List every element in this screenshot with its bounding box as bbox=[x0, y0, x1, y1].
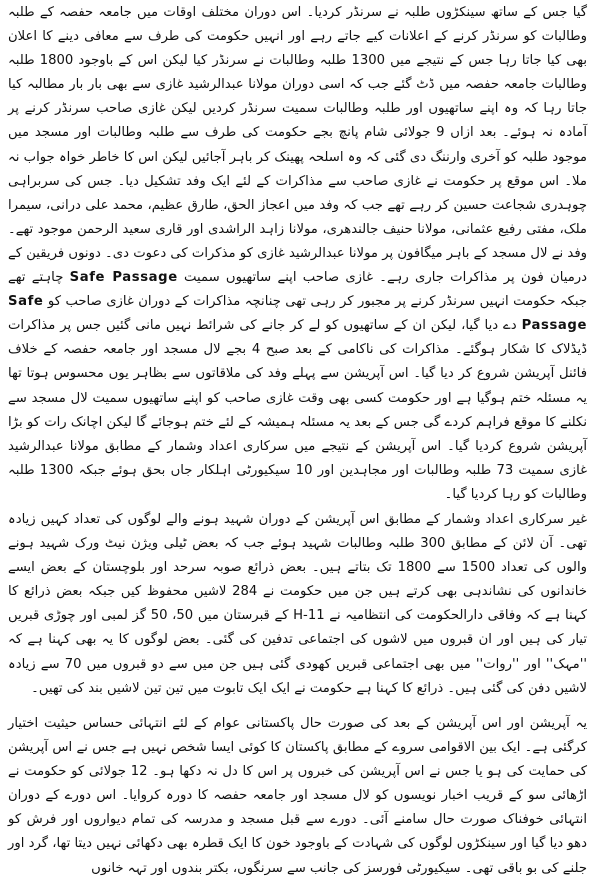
paragraph-text: گیا جس کے ساتھ سینکڑوں طلبہ نے سرنڈر کردیا۔ اس دوران مختلف اوقات میں جامعہ حفصہ کے طلبہ وطالبات کو سرنڈر کرنے کے اعلانات کیے جاتے رہے اور انہیں حکومت کی طرف سے معافی دینے کا اعلان بھی کیا جاتا رہا جس کے نتیجے میں 1300 طلبہ وطالبات نے سرنڈر کیا لیکن اس کے باوجود 1800 طلبہ وطالبات جامعہ حفصہ میں ڈٹ گئے جب کہ اسی دوران مولانا عبدالرشید غازی سے بھی بار بار مطالبہ کیا جاتا رہا کہ وہ اپنے ساتھیوں اور طلبہ وطالبات سمیت سرنڈر کردیں لیکن غازی صاحب سرنڈر کرنے پر آمادہ نہ ہوئے۔ بعد ازاں 9 جولائی شام پانچ بجے حکومت کی طرف سے طلبہ وطالبات اور مسجد میں موجود طلبہ کو آخری وارننگ دی گئی کہ وہ اسلحہ پھینک کر باہر آجائیں لیکن اس کا خاطر خواہ جواب نہ ملا۔ اس موقع پر حکومت نے غازی صاحب سے مذاکرات کے لئے ایک وفد تشکیل دیا۔ جس کی سربراہی چوہدری شجاعت حسین کر رہے تھے جب کہ وفد میں اعجاز الحق، طارق عظیم، محمد علی درانی، سیمرا ملک، مفتی رفیع عثمانی، مولانا حنیف جالندھری، مولانا زاہد الراشدی اور قاری سعید الرحمن موجود تھے۔ وفد نے لال مسجد کے باہر میگافون پر مولانا عبدالرشید غازی کو مذکرات کی دعوت دی۔ دونوں فریقین کے درمیان فون پر مذاکرات جاری رہے۔ غازی صاحب اپنے ساتھیوں سمیت bbox=[8, 5, 587, 286]
safe-passage-term: Safe Passage bbox=[69, 270, 178, 286]
safe-passage-term: Safe Passage bbox=[8, 294, 587, 334]
paragraph-text: دے دیا گیا، لیکن ان کے ساتھیوں کو لے کر جانے کی شرائط نہیں مانی گئیں جس پر مذاکرات ڈیڈلاک کا شکار ہوگئے۔ مذاکرات کی ناکامی کے بعد صبح 4 بجے لال مسجد اور جامعہ حفصہ کے خلاف فائنل آپریشن شروع کر دیا گیا۔ اس آپریشن سے پہلے وفد کی ملاقاتوں سے بظاہر یوں محسوس ہوتا تھا یہ مسئلہ ختم ہوگیا ہے اور حکومت کسی بھی وقت غازی صاحب کو اپنے ساتھیوں سمیت لال مسجد سے نکلنے کا موقع فراہم کردے گی جس کے بعد یہ مسئلہ ہمیشہ کے لئے ختم ہوجائے گا لیکن اچانک رات کو بڑا آپریشن شروع کردیا گیا۔ اس آپریشن کے نتیجے میں سرکاری اعداد وشمار کے مطابق مولانا عبدالرشید غازی سمیت 73 طلبہ وطالبات اور مجاہدین اور 10 سیکیورٹی اہلکار جاں بحق ہوئے جبکہ 1300 طلبہ وطالبات کو رہا کردیا گیا۔ bbox=[8, 318, 588, 502]
paragraph-casualty-figures: غیر سرکاری اعداد وشمار کے مطابق اس آپریشن کے دوران شہید ہونے والے لوگوں کی تعداد کہیں زیادہ تھی۔ آن لائن کے مطابق 300 طلبہ وطالبات شہید ہوئے جب کہ بعض ٹیلی ویژن نیٹ ورک شہید ہونے والوں کی تعداد 1500 سے 1800 تک بتاتے ہیں۔ بعض ذرائع صوبہ سرحد اور بلوچستان کے بعض ایسے خاندانوں کی نشاندہی بھی کرتے ہیں جن میں حکومت نے 284 لاشیں محفوظ کیں جبکہ بعض ذرائع کا کہنا ہے کہ وفاقی دارالحکومت کی انتظامیہ نے H-11 کے قبرستان میں 50، 50 گز لمبی اور چوڑی قبریں تیار کی ہیں اور ان قبروں میں لاشوں کی اجتماعی تدفین کی گئی۔ بعض لوگوں کا یہ بھی کہنا ہے کہ ''مہک'' اور ''روات'' میں بھی اجتماعی قبریں کھودی گئی ہیں جن میں سے دو قبروں میں 70 سے زیادہ لاشیں دفن کی گئی ہیں۔ ذرائع کا کہنا ہے حکومت نے ایک ایک تابوت میں تین تین لاشیں بند کی تھیں۔ bbox=[8, 512, 587, 696]
paragraph-text: چاہتے تھے جبکہ حکومت انہیں سرنڈر کرنے پر مجبور کر رہی تھی چنانچہ مذاکرات کے دوران غازی صاحب کو bbox=[8, 270, 587, 310]
paragraph-public-reaction: یہ آپریشن اور اس آپریشن کے بعد کی صورت حال پاکستانی عوام کے لئے انتہائی حساس حیثیت اختیار کرگئی ہے۔ ایک بین الاقوامی سروے کے مطابق پاکستان کا کوئی ایسا شخص نہیں ہے جس نے اس آپریشن کی حمایت کی ہو یا جس نے اس آپریشن کی خبروں پر اس کا دل نہ دکھا ہو۔ 12 جولائی کو حکومت نے اڑھائی سو کے قریب اخبار نویسوں کو لال مسجد اور جامعہ حفصہ کا دورہ کروایا۔ اس دورے کے دوران انتہائی خوفناک صورت حال سامنے آئی۔ دورے سے قبل مسجد و مدرسہ کی تمام دیواروں اور فرش کو دھو دیا گیا اور سینکڑوں لوگوں کی شہادت کے باوجود خون کا ایک قطرہ بھی دکھائی نہیں دیتا تھا، گرد اور جلنے کی بو باقی تھی۔ سیکیورٹی فورسز کی جانب سے سرنگوں، بکتر بندوں اور تہہ خانوں bbox=[8, 716, 587, 876]
paragraph-operation-negotiations bbox=[8, 1, 587, 507]
